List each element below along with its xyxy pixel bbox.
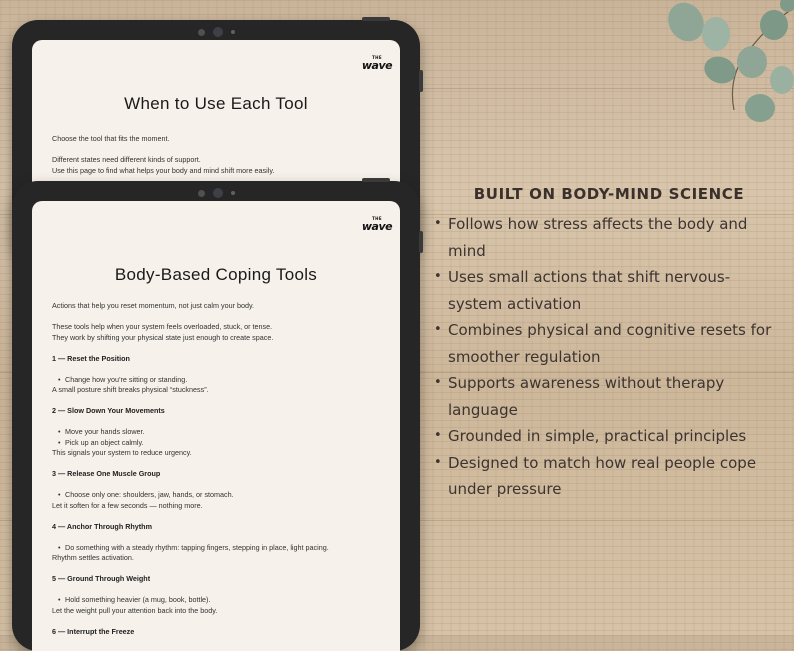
section-bullet: • Move your hands slower. [65,427,400,438]
tablet-side-button [419,231,423,253]
page-title: Body-Based Coping Tools [114,265,318,284]
section-bullet: • Choose only one: shoulders, jaw, hands, or stomach. [65,490,400,501]
camera-icon [12,27,420,37]
page-para-line: They work by shifting your physical state just enough to create space. [52,332,274,342]
wave-logo-icon [360,217,394,232]
section-heading: 6 — Interrupt the Freeze [52,626,135,636]
science-list [434,211,784,503]
page-title: When to Use Each Tool [124,94,308,113]
tablet-front-screen [32,201,400,651]
logo-word: wave [361,59,393,72]
science-item: • Supports awareness without therapy language [434,370,784,423]
science-item: • Grounded in simple, practical principles [434,423,784,450]
science-item: • Follows how stress affects the body and mind [434,211,784,264]
page-intro: Choose the tool that fits the moment. [52,134,170,143]
section-note: Let the weight pull your attention back into the body. [52,605,218,615]
section-heading: 4 — Anchor Through Rhythm [52,521,152,531]
page-para-line: Different states need different kinds of support. [52,155,201,164]
page-para-line: These tools help when your system feels overloaded, stuck, or tense. [52,322,273,331]
tablet-top-button [362,17,390,21]
section-note: Rhythm settles activation. [52,553,134,562]
tablet-side-button [419,70,423,92]
page-intro: Actions that help you reset momentum, not just calm your body. [52,301,255,310]
section-bullet: • Do something with a steady rhythm: tapping fingers, stepping in place, light pacing. [65,543,400,554]
logo-small-text: THE [372,216,382,221]
camera-icon [12,188,420,198]
section-note: Let it soften for a few seconds — nothing more. [52,500,203,510]
tablet-front [12,181,420,651]
section-bullet: • Pick up an object calmly. [65,438,400,449]
section-note: A small posture shift breaks physical “stuckness”. [52,385,209,394]
wave-logo-icon [360,56,394,71]
science-panel [434,185,784,503]
logo-small-text: THE [372,55,382,60]
section-bullet: • Change how you’re sitting or standing. [65,375,400,386]
science-item: • Uses small actions that shift nervous-system activation [434,264,784,317]
science-heading: BUILT ON BODY-MIND SCIENCE [473,185,745,203]
section-heading: 1 — Reset the Position [52,353,130,363]
science-item: • Combines physical and cognitive resets for smoother regulation [434,317,784,370]
page-para-line: Use this page to find what helps your body and mind shift more easily. [52,165,275,175]
tablet-top-button [362,178,390,182]
logo-word: wave [361,220,393,233]
section-heading: 5 — Ground Through Weight [52,574,151,583]
section-note: This signals your system to reduce urgency. [52,448,192,457]
section-heading: 3 — Release One Muscle Group [52,469,161,478]
eucalyptus-leaves-icon [664,0,794,130]
section-bullet: • Hold something heavier (a mug, book, bottle). [65,595,400,606]
science-item: • Designed to match how real people cope under pressure [434,450,784,503]
section-heading: 2 — Slow Down Your Movements [52,406,165,415]
